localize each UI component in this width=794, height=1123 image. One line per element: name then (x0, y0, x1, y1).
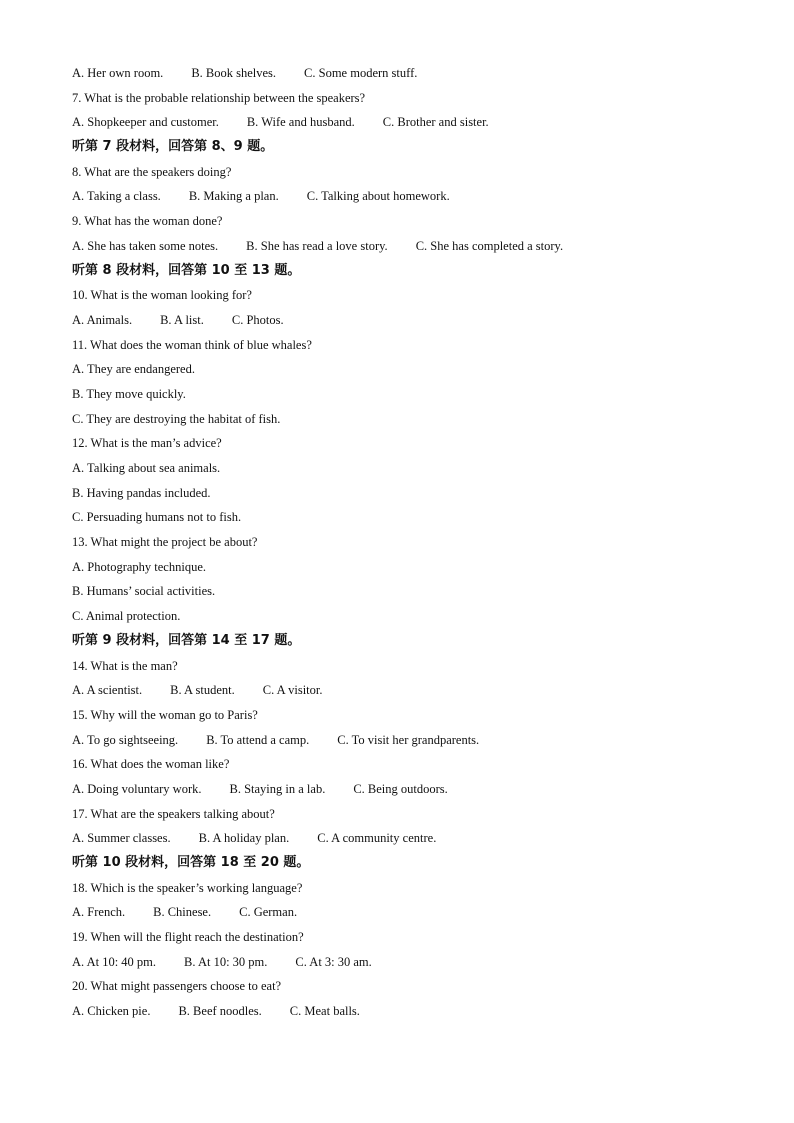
answer-options-row (72, 900, 752, 925)
answer-option: C. To visit her grandparents. (337, 732, 480, 747)
answer-option: A. Photography technique. (72, 559, 207, 574)
answer-option: C. Photos. (231, 312, 284, 327)
answer-option: B. Having pandas included. (72, 485, 211, 500)
answer-option: A. Summer classes. (72, 831, 171, 846)
answer-option: C. Brother and sister. (382, 115, 489, 130)
answer-option: A. At 10: 40 pm. (72, 954, 157, 969)
answer-option: B. A student. (170, 683, 235, 698)
question-text: 19. When will the flight reach the destination? (72, 930, 304, 945)
answer-options-row (72, 999, 752, 1024)
question-text: 7. What is the probable relationship between the speakers? (72, 90, 366, 105)
answer-option: A. Her own room. (72, 66, 164, 80)
question-text: 13. What might the project be about? (72, 535, 258, 550)
answer-options-row (72, 728, 752, 753)
answer-option: C. Meat balls. (289, 1004, 360, 1019)
answer-options-row (72, 678, 752, 703)
answer-option: A. French. (72, 905, 126, 920)
answer-option: C. Persuading humans not to fish. (72, 510, 242, 525)
answer-option: A. A scientist. (72, 683, 143, 698)
answer-option: B. Chinese. (153, 905, 212, 920)
answer-options-row (72, 777, 752, 802)
section-heading: 听第 9 段材料，回答第 14 至 17 题。 (72, 632, 301, 648)
answer-option: C. Some modern stuff. (304, 66, 418, 80)
answer-option: B. Staying in a lab. (229, 781, 326, 796)
exam-page (72, 61, 752, 1024)
answer-option: A. She has taken some notes. (72, 238, 219, 253)
answer-option: B. Making a plan. (188, 189, 279, 204)
answer-option: C. Animal protection. (72, 609, 181, 624)
answer-option: C. German. (239, 905, 298, 920)
answer-option: A. They are endangered. (72, 362, 195, 377)
answer-options-row (72, 61, 752, 86)
answer-option: B. A holiday plan. (198, 831, 290, 846)
question-text: 12. What is the man’s advice? (72, 436, 222, 451)
answer-option: C. Being outdoors. (353, 781, 448, 796)
question-text: 18. Which is the speaker’s working language? (72, 880, 303, 895)
section-heading: 听第 7 段材料，回答第 8、9 题。 (72, 139, 274, 155)
answer-option: B. A list. (160, 312, 204, 327)
question-text: 9. What has the woman done? (72, 214, 223, 229)
answer-option: C. A visitor. (262, 683, 323, 698)
question-text: 17. What are the speakers talking about? (72, 806, 275, 821)
question-text: 15. Why will the woman go to Paris? (72, 707, 258, 722)
question-text: 14. What is the man? (72, 658, 178, 673)
answer-option: A. To go sightseeing. (72, 732, 179, 747)
question-text: 16. What does the woman like? (72, 757, 230, 772)
answer-options-row (72, 308, 752, 333)
answer-option: B. Humans’ social activities. (72, 584, 216, 599)
answer-options-row (72, 950, 752, 975)
answer-options-row (72, 184, 752, 209)
answer-option: A. Talking about sea animals. (72, 461, 221, 475)
answer-options-row (72, 234, 752, 259)
answer-option: A. Chicken pie. (72, 1004, 151, 1019)
answer-option: C. They are destroying the habitat of fish. (72, 411, 281, 426)
answer-option: B. They move quickly. (72, 386, 186, 401)
answer-option: C. Talking about homework. (306, 189, 450, 204)
answer-option: C. She has completed a story. (415, 238, 564, 253)
answer-option: B. At 10: 30 pm. (184, 954, 268, 969)
answer-option: B. To attend a camp. (206, 732, 310, 747)
question-text: 10. What is the woman looking for? (72, 288, 252, 303)
answer-option: C. A community centre. (317, 831, 437, 846)
question-text: 20. What might passengers choose to eat? (72, 979, 282, 994)
question-text: 11. What does the woman think of blue whales? (72, 337, 312, 352)
answer-option: B. Wife and husband. (246, 115, 355, 130)
answer-option: B. Beef noodles. (178, 1004, 262, 1019)
answer-option: A. Doing voluntary work. (72, 781, 202, 796)
question-text: 8. What are the speakers doing? (72, 164, 232, 179)
answer-option: B. She has read a love story. (246, 238, 388, 253)
answer-option: B. Book shelves. (191, 66, 277, 80)
answer-option: C. At 3: 30 am. (295, 954, 372, 969)
answer-options-row (72, 826, 752, 851)
answer-option: A. Taking a class. (72, 189, 161, 204)
answer-option: A. Shopkeeper and customer. (72, 115, 219, 130)
answer-option: A. Animals. (72, 312, 133, 327)
section-heading: 听第 10 段材料，回答第 18 至 20 题。 (72, 855, 310, 870)
section-heading: 听第 8 段材料，回答第 10 至 13 题。 (72, 262, 301, 278)
answer-options-row (72, 110, 752, 135)
